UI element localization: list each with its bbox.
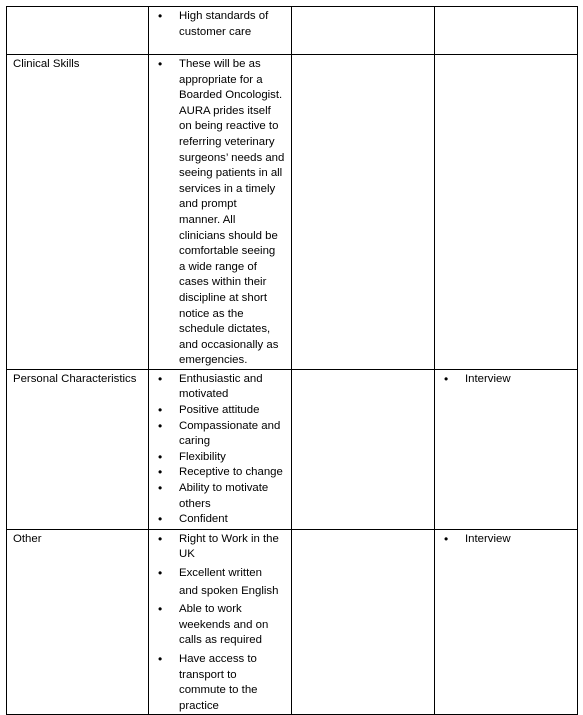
person-specification-table — [6, 6, 578, 715]
list-item: • Confident — [155, 512, 286, 528]
table-row — [7, 529, 578, 715]
row-label: Other — [13, 532, 42, 545]
criteria-list — [155, 57, 286, 369]
criteria-list — [155, 9, 286, 40]
list-item: • Right to Work in the UK — [155, 532, 286, 563]
table-row — [7, 7, 578, 55]
desirable-cell — [292, 55, 435, 370]
assessment-list — [441, 372, 572, 388]
list-item: • Flexibility — [155, 450, 286, 466]
assessment-cell — [435, 369, 578, 529]
list-item: • Compassionate and caring — [155, 419, 286, 450]
criteria-cell — [149, 55, 292, 370]
criteria-cell — [149, 369, 292, 529]
desirable-cell — [292, 369, 435, 529]
list-item: • Positive attitude — [155, 403, 286, 419]
list-item: • Excellent written and spoken English — [155, 566, 286, 599]
row-label: Personal Characteristics — [13, 372, 137, 385]
assessment-cell — [435, 7, 578, 55]
criteria-cell — [149, 7, 292, 55]
list-item: • Interview — [441, 532, 572, 548]
criteria-cell — [149, 529, 292, 715]
desirable-cell — [292, 7, 435, 55]
list-item: • Interview — [441, 372, 572, 388]
criteria-list — [155, 532, 286, 715]
list-item: • Able to work weekends and on calls as required — [155, 602, 286, 649]
assessment-cell — [435, 55, 578, 370]
list-item: • Have access to transport to commute to the practice — [155, 652, 286, 714]
list-item: • High standards of customer care — [155, 9, 286, 40]
row-label-cell — [7, 529, 149, 715]
criteria-list — [155, 372, 286, 528]
assessment-list — [441, 532, 572, 548]
row-label: Clinical Skills — [13, 58, 80, 70]
table-row — [7, 369, 578, 529]
row-label-cell — [7, 55, 149, 370]
row-label-cell — [7, 369, 149, 529]
assessment-cell — [435, 529, 578, 715]
table-row — [7, 55, 578, 370]
list-item: • Receptive to change — [155, 465, 286, 481]
list-item: • Ability to motivate others — [155, 481, 286, 512]
list-item: • These will be as appropriate for a Boarded Oncologist. AURA prides itself on being reactive to referring veterinary surgeons’ needs and seeing patients in all services in a timely and prompt manner. All clinicians should be comfortable seeing a wide range of cases within their discipline at short notice as the schedule dictates, and occasionally as emergencies. — [155, 57, 286, 369]
row-label-cell — [7, 7, 149, 55]
list-item: • Enthusiastic and motivated — [155, 372, 286, 403]
desirable-cell — [292, 529, 435, 715]
